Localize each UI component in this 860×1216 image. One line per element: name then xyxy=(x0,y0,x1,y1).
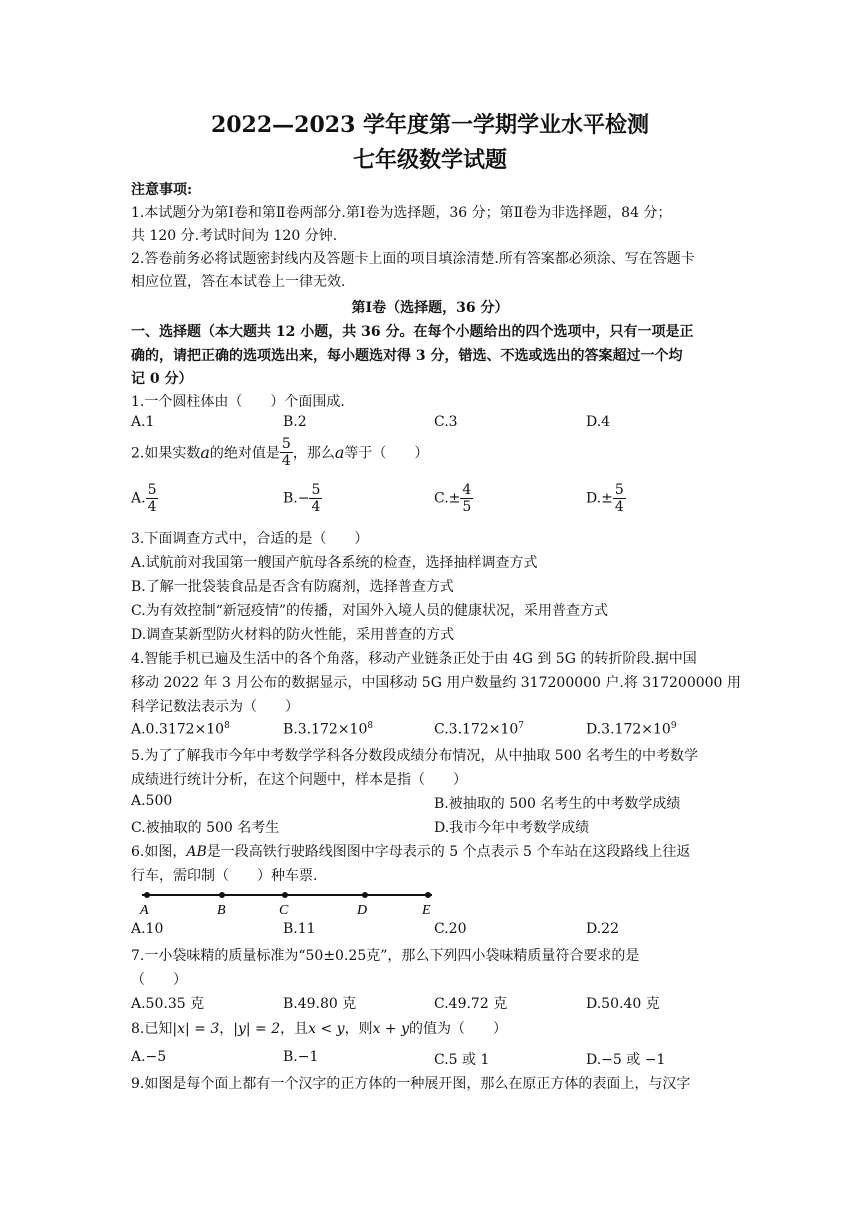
q1-stem: 1.一个圆柱体由（ ）个面围成. xyxy=(131,394,345,410)
q4-b-exp: 8 xyxy=(367,721,374,731)
notice-line-2: 共 120 分.考试时间为 120 分钟. xyxy=(131,228,338,244)
q2-option-b xyxy=(283,482,322,515)
q2-post2: 等于（ ） xyxy=(344,445,429,462)
q2-b-label: B.− xyxy=(283,490,310,507)
q4-option-d xyxy=(586,721,677,738)
q7-option-c: C.49.72 克 xyxy=(434,996,508,1012)
q5-option-a: A.500 xyxy=(131,793,173,809)
station-d-dot xyxy=(362,892,368,898)
station-d-label: D xyxy=(357,903,368,918)
q4-a-base: A.0.3172×10 xyxy=(131,721,225,738)
q7-option-b: B.49.80 克 xyxy=(283,996,357,1012)
q5-option-c: C.被抽取的 500 名考生 xyxy=(131,820,280,836)
q6-option-b: B.11 xyxy=(283,921,316,937)
q5-option-b: B.被抽取的 500 名考生的中考数学成绩 xyxy=(434,796,681,812)
q6-option-d: D.22 xyxy=(586,921,619,937)
station-a-dot xyxy=(144,892,150,898)
q4-line-1: 4.智能手机已遍及生活中的各个角落，移动产业链条正处于由 4G 到 5G 的转折阶段.据中国 xyxy=(131,651,697,667)
q8-post: 的值为（ ） xyxy=(409,1021,507,1037)
q7-post: 克”，那么下列四小袋味精质量符合要求的是 xyxy=(366,948,640,964)
q5-line-1: 5.为了了解我市今年中考数学学科各分数段成绩分布情况，从中抽取 500 名考生的中考数学 xyxy=(131,748,698,764)
q4-c-base: C.3.172×10 xyxy=(434,721,519,738)
q9-line-1: 9.如图是每个面上都有一个汉字的正方体的一种展开图，那么在原正方体的表面上，与汉字 xyxy=(131,1076,691,1092)
station-c-dot xyxy=(282,892,288,898)
q2-d-num: 5 xyxy=(614,482,624,498)
q2-option-d xyxy=(586,482,626,515)
notice-line-1: 1.本试题分为第Ⅰ卷和第Ⅱ卷两部分.第Ⅰ卷为选择题，36 分；第Ⅱ卷为非选择题，84 分； xyxy=(131,205,672,221)
q2-pre: 2.如果实数 xyxy=(131,445,201,462)
q2-b-fraction xyxy=(309,482,322,515)
q4-line-2: 移动 2022 年 3 月公布的数据显示，中国移动 5G 用户数量约 317200000 户.将 317200000 用 xyxy=(131,675,741,691)
q2-c-fraction xyxy=(460,482,473,515)
exam-title: 2022—2023 学年度第一学期学业水平检测 xyxy=(210,112,650,138)
q6-ab: AB xyxy=(186,844,207,860)
q2-option-c xyxy=(434,482,473,515)
q3-stem: 3.下面调查方式中，合适的是（ ） xyxy=(131,531,369,547)
q8-option-a: A.−5 xyxy=(131,1049,167,1065)
q8-option-c: C.5 或 1 xyxy=(434,1052,490,1068)
q7-pre: 7.一小袋味精的质量标准为“ xyxy=(131,948,306,964)
q2-a-den: 4 xyxy=(147,499,157,515)
q1-option-b: B.2 xyxy=(283,414,307,430)
q2-d-den: 4 xyxy=(614,499,624,515)
q2-fraction xyxy=(280,436,293,469)
station-b-label: B xyxy=(217,903,226,918)
q8-expr: x + y xyxy=(372,1021,409,1037)
q4-option-b xyxy=(283,721,373,738)
q2-var: a xyxy=(200,443,210,462)
q4-d-exp: 9 xyxy=(670,721,677,731)
q1-option-a: A.1 xyxy=(131,414,155,430)
section-title: 第Ⅰ卷（选择题，36 分） xyxy=(351,300,509,316)
q6-route-diagram xyxy=(135,887,440,919)
q8-cond-1: |x| = 3 xyxy=(172,1021,220,1037)
q3-option-b: B.了解一批袋装食品是否含有防腐剂，选择普查方式 xyxy=(131,579,454,595)
q2-c-label: C.± xyxy=(434,490,461,507)
notice-line-4: 相应位置，答在本试卷上一律无效. xyxy=(131,274,346,290)
q7-val: 50±0.25 xyxy=(305,948,367,964)
station-b-dot xyxy=(219,892,225,898)
q8-mid2: ，则 xyxy=(344,1021,373,1037)
q5-line-2: 成绩进行统计分析，在这个问题中，样本是指（ ） xyxy=(131,772,467,788)
q2-option-a xyxy=(131,482,158,515)
section-instruction-1: 一、选择题（本大题共 12 小题，共 36 分。在每个小题给出的四个选项中，只有一项是正 xyxy=(131,324,694,340)
q8-stem xyxy=(131,1018,507,1038)
q4-b-base: B.3.172×10 xyxy=(283,721,368,738)
q5-option-d: D.我市今年中考数学成绩 xyxy=(434,820,590,836)
q2-mid: 的绝对值是 xyxy=(209,445,280,462)
station-e-dot xyxy=(425,892,431,898)
q2-d-label: D.± xyxy=(586,490,613,507)
q4-c-exp: 7 xyxy=(518,721,525,731)
q6-post: 是一段高铁行驶路线图图中字母表示的 5 个点表示 5 个车站在这段路线上往返 xyxy=(206,844,691,860)
q7-option-d: D.50.40 克 xyxy=(586,996,660,1012)
notice-line-3: 2.答卷前务必将试题密封线内及答题卡上面的项目填涂清楚.所有答案都必须涂、写在答题卡 xyxy=(131,251,695,267)
q2-c-den: 5 xyxy=(462,499,472,515)
q8-sep: ， xyxy=(219,1021,234,1037)
station-a-label: A xyxy=(140,903,149,918)
q2-var-2: a xyxy=(334,443,345,462)
q6-line-1 xyxy=(131,841,690,861)
station-c-label: C xyxy=(279,903,289,918)
q4-a-exp: 8 xyxy=(224,721,230,731)
q2-stem xyxy=(131,436,428,469)
q2-b-num: 5 xyxy=(311,482,321,498)
q8-option-b: B.−1 xyxy=(283,1049,319,1065)
q6-pre: 6.如图， xyxy=(131,844,187,860)
q2-b-den: 4 xyxy=(311,499,321,515)
exam-subtitle: 七年级数学试题 xyxy=(352,147,507,173)
q8-mid: ，且 xyxy=(280,1021,309,1037)
section-instruction-2: 确的，请把正确的选项选出来，每小题选对得 3 分，错选、不选或选出的答案超过一个均 xyxy=(131,348,683,364)
q6-line-2: 行车，需印制（ ）种车票. xyxy=(131,868,318,884)
q4-option-c xyxy=(434,721,524,738)
q3-option-a: A.试航前对我国第一艘国产航母各系统的检查，选择抽样调查方式 xyxy=(131,555,538,571)
q4-line-3: 科学记数法表示为（ ） xyxy=(131,699,299,715)
q4-option-a xyxy=(131,721,230,738)
notice-heading: 注意事项: xyxy=(131,182,193,198)
q2-a-num: 5 xyxy=(147,482,157,498)
q2-post1: ，那么 xyxy=(292,445,335,462)
q2-frac-num: 5 xyxy=(281,436,291,452)
station-e-label: E xyxy=(422,903,431,918)
q7-option-a: A.50.35 克 xyxy=(131,996,205,1012)
q8-option-d: D.−5 或 −1 xyxy=(586,1052,666,1068)
q2-d-fraction xyxy=(613,482,626,515)
q8-cond-3: x < y xyxy=(308,1021,345,1037)
q3-option-d: D.调查某新型防火材料的防火性能，采用普查的方式 xyxy=(131,627,455,643)
q8-cond-2: |y| = 2 xyxy=(233,1021,281,1037)
q3-option-c: C.为有效控制“新冠疫情”的传播，对国外入境人员的健康状况，采用普查方式 xyxy=(131,603,608,619)
q6-option-c: C.20 xyxy=(434,921,467,937)
q7-line-1 xyxy=(131,945,639,965)
section-instruction-3: 记 0 分） xyxy=(131,371,193,387)
q6-option-a: A.10 xyxy=(131,921,164,937)
q2-a-fraction xyxy=(146,482,159,515)
q1-option-c: C.3 xyxy=(434,414,458,430)
q2-c-num: 4 xyxy=(462,482,472,498)
q8-pre: 8.已知 xyxy=(131,1021,173,1037)
q1-option-d: D.4 xyxy=(586,414,611,430)
q2-a-label: A. xyxy=(131,490,146,507)
q4-d-base: D.3.172×10 xyxy=(586,721,671,738)
q7-line-2: （ ） xyxy=(131,972,187,988)
q2-frac-den: 4 xyxy=(281,453,291,469)
